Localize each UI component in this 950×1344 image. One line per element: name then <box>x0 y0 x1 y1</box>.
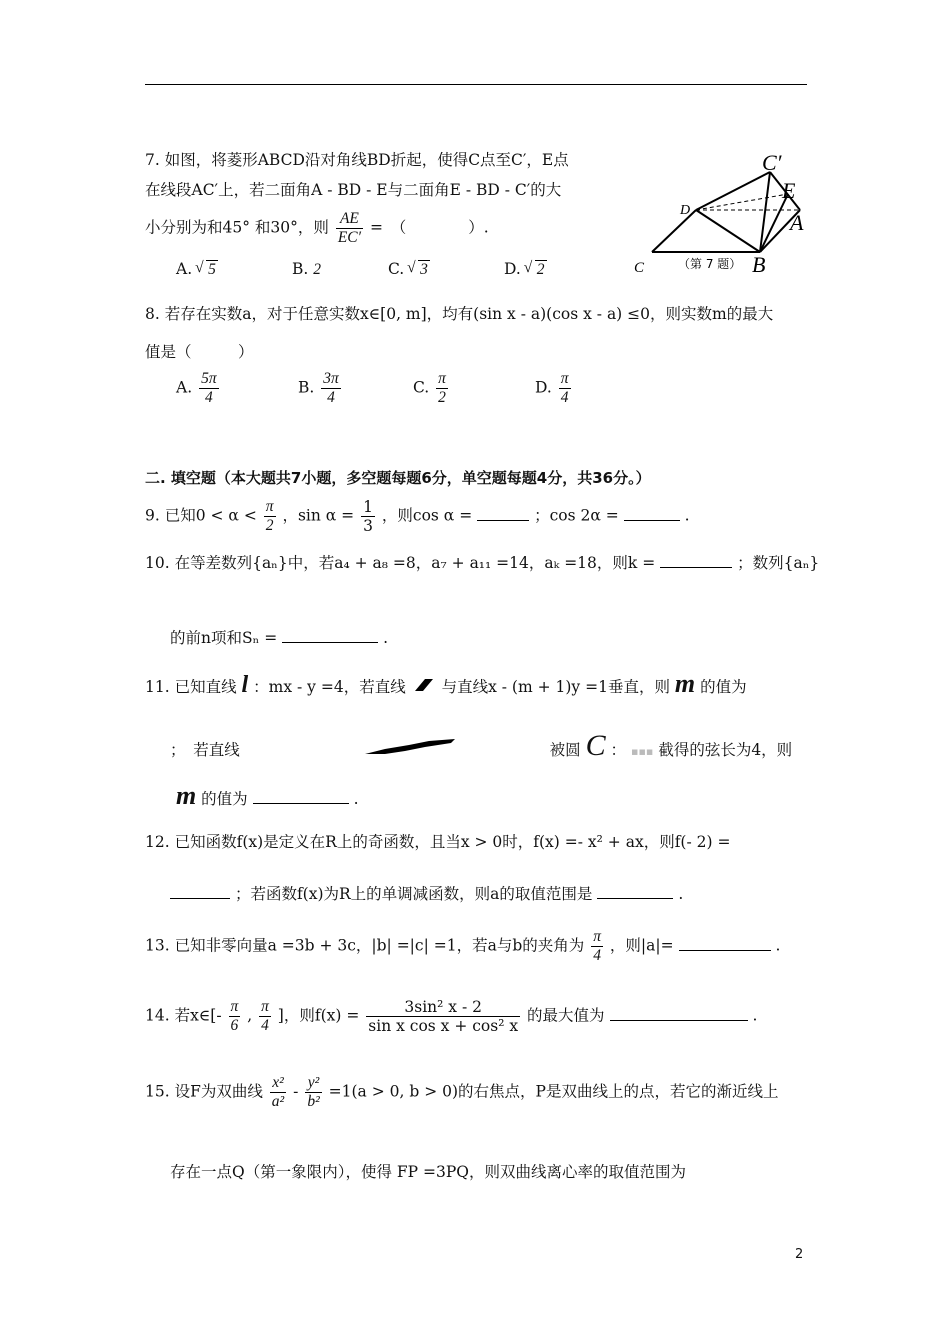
q7-figure <box>620 148 820 273</box>
section-2-heading: 二. 填空题（本大题共7小题，多空题每题6分，单空题每题4分，共36分。） <box>145 469 651 487</box>
q7-option-d: D. √ 2 <box>504 260 547 279</box>
q11-blurred-glyph <box>411 677 437 697</box>
q8-option-d: D. $\frac{\pi}{4}$ <box>535 370 569 406</box>
q12-blank-1[interactable] <box>170 884 230 899</box>
q12-line2: ；若函数f(x)为R上的单调减函数，则a的取值范围是 . <box>170 884 683 904</box>
page-number: 2 <box>795 1247 804 1262</box>
q12-line1: 12. 已知函数f(x)是定义在R上的奇函数，且当x > 0时，f(x) =- x² + ax，则f(- 2) = <box>145 833 731 851</box>
fig-label-c: C <box>634 260 645 273</box>
q10-line2: 的前n项和Sₙ = . <box>170 629 389 647</box>
q11-line2: ； 若直线 被圆 C ： ▪▪▪ 截得的弦长为4，则 <box>170 729 793 762</box>
fig-caption: （第 7 题） <box>678 257 742 271</box>
q8-line2: 值是（ ） <box>145 343 254 361</box>
fig-label-a: A <box>790 210 804 235</box>
q14-blank[interactable] <box>610 1006 748 1021</box>
fig-label-e: E <box>782 178 796 203</box>
q15-line2: 存在一点Q（第一象限内），使得 FP =3PQ，则双曲线离心率的取值范围为 <box>170 1163 686 1181</box>
q11-blurred-circle-eq: ▪▪▪ <box>631 745 654 758</box>
q7-option-b: B. 2 <box>292 260 322 278</box>
q15-line1: 15. 设F为双曲线 $\frac{\text{x²}}{\text{a²}}$ - $\frac{\text{y²}}{\text{b²}}$ =1(a > 0, b > 0)的右焦点，P是双曲线上的点，若它的渐近线上 <box>145 1074 779 1110</box>
q11-line1: 11. 已知直线 l ：mx - y =4，若直线 与直线x - (m + 1)y =1垂直，则 m 的值为 <box>145 669 747 698</box>
q11-blurred-line-eq <box>245 739 545 755</box>
q14-line: 14. 若x∈[- $\frac{\pi}{6}$ , $\frac{\pi}{4}$ ]，则f(x) = $\frac{\text{3sin² x - 2}}{\text{sin x cos x + cos² x}}$ 的最大值为 . <box>145 998 758 1035</box>
q10-line1: 10. 在等差数列{aₙ}中，若a₄ + a₈ =8，a₇ + a₁₁ =14，aₖ =18，则k = ；数列{aₙ} <box>145 554 820 572</box>
fig-label-c-prime: C′ <box>762 150 782 175</box>
q8-option-a: A. $\frac{5\pi}{4}$ <box>176 370 217 406</box>
q13-line: 13. 已知非零向量a =3b + 3c，|b| =|c| =1，若a与b的夹角为 $\frac{\pi}{4}$ ，则|a|= . <box>145 928 781 964</box>
q8-option-c: C. $\frac{\pi}{2}$ <box>413 370 446 406</box>
q8-option-b: B. $\frac{3\pi}{4}$ <box>298 370 339 406</box>
q10-blank-2[interactable] <box>282 628 378 643</box>
fig-label-d: D <box>680 203 691 218</box>
q9-blank-2[interactable] <box>624 506 680 521</box>
q7-option-c: C. √ 3 <box>388 260 430 279</box>
q9-line: 9. 已知0 < α < $\frac{\pi}{2}$ ，sin α = $\frac{1}{3}$ ，则cos α = ；cos 2α = . <box>145 498 690 535</box>
q7-line3: 小分别为和45° 和30°，则 $\frac{AE}{EC'}$ = （ ）. <box>145 210 489 246</box>
q11-blank[interactable] <box>253 789 349 804</box>
header-rule <box>145 84 807 85</box>
q7-option-a: A. √ 5 <box>176 260 218 279</box>
q7-line2: 在线段AC′上，若二面角A - BD - E与二面角E - BD - C′的大 <box>145 181 562 199</box>
q10-blank-1[interactable] <box>660 553 732 568</box>
q9-blank-1[interactable] <box>477 506 529 521</box>
fig-label-b: B <box>752 252 766 273</box>
q13-blank[interactable] <box>679 936 771 951</box>
q8-line1: 8. 若存在实数a，对于任意实数x∈[0, m]，均有(sin x - a)(cos x - a) ≤0，则实数m的最大 <box>145 305 774 323</box>
q7-line1: 7. 如图，将菱形ABCD沿对角线BD折起，使得C点至C′，E点 <box>145 151 569 169</box>
q12-blank-2[interactable] <box>597 884 673 899</box>
q11-line3: m 的值为 . <box>176 781 359 810</box>
